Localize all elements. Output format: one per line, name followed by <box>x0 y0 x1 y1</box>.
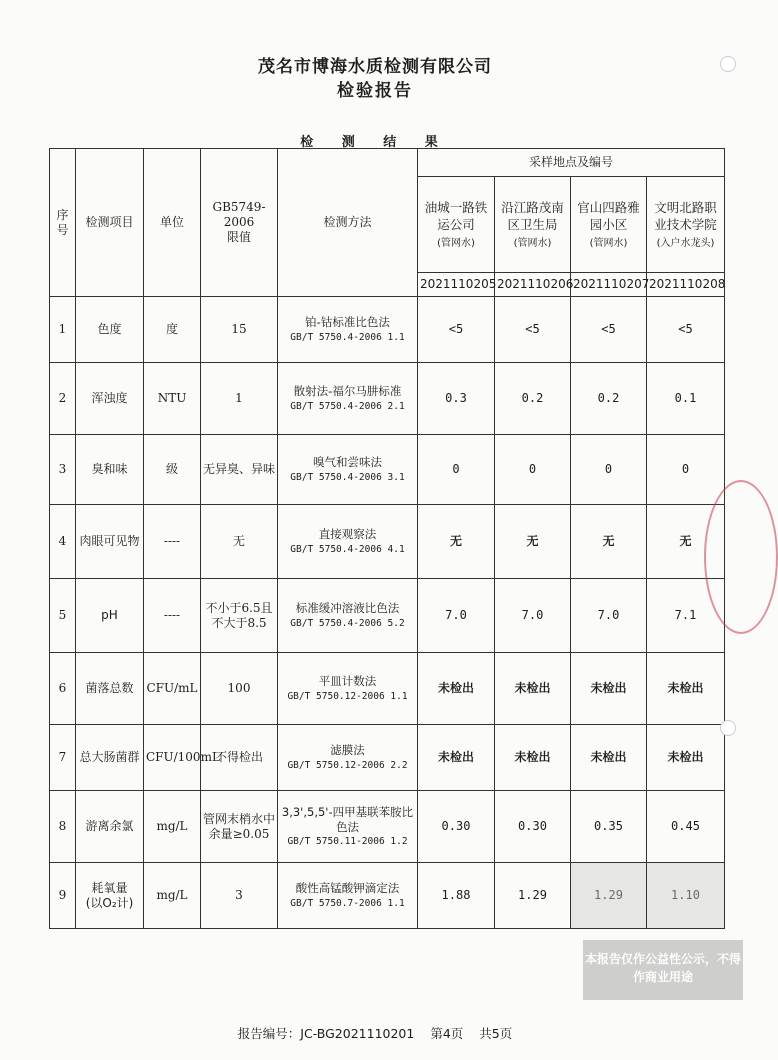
result-cell: 未检出 <box>647 725 725 791</box>
item-cell: 臭和味 <box>76 435 144 505</box>
location-name: 官山四路雅园小区 <box>577 199 640 233</box>
method-cell <box>278 791 418 863</box>
result-cell: 1.88 <box>418 863 495 929</box>
result-cell: 1.29 <box>495 863 571 929</box>
method-standard: GB/T 5750.4-2006 5.2 <box>290 617 405 629</box>
header-seq: 序 号 <box>50 149 76 297</box>
result-cell: <5 <box>647 297 725 363</box>
method-cell <box>278 435 418 505</box>
table-row <box>50 579 725 653</box>
limit-cell: 无 <box>201 505 278 579</box>
item-cell: 总大肠菌群 <box>76 725 144 791</box>
limit-cell: 无异臭、异味 <box>201 435 278 505</box>
result-cell: 未检出 <box>418 725 495 791</box>
result-cell: 未检出 <box>418 653 495 725</box>
table-row <box>50 363 725 435</box>
seq-cell: 2 <box>50 363 76 435</box>
method-standard: GB/T 5750.4-2006 3.1 <box>290 471 405 483</box>
method-name: 滤膜法 <box>330 743 365 758</box>
public-notice-watermark: 本报告仅作公益性公示，不得作商业用途 <box>583 940 743 1000</box>
binding-hole <box>720 720 736 736</box>
method-standard: GB/T 5750.4-2006 1.1 <box>290 331 405 343</box>
location-name: 沿江路茂南区卫生局 <box>501 199 564 233</box>
method-standard: GB/T 5750.7-2006 1.1 <box>290 897 405 909</box>
unit-cell: NTU <box>144 363 201 435</box>
limit-cell: 不得检出 <box>201 725 278 791</box>
method-name: 3,3',5,5'-四甲基联苯胺比色法 <box>281 805 414 834</box>
seq-cell: 4 <box>50 505 76 579</box>
location-name: 油城一路铁运公司 <box>424 199 488 233</box>
location-header <box>495 177 571 273</box>
method-name: 平皿计数法 <box>318 674 377 689</box>
result-cell: 0.45 <box>647 791 725 863</box>
limit-cell: 管网末梢水中余量≥0.05 <box>201 791 278 863</box>
page-number: 第4页 <box>430 1026 464 1041</box>
method-name: 嗅气和尝味法 <box>313 455 382 470</box>
method-cell <box>278 297 418 363</box>
location-header <box>647 177 725 273</box>
report-title: 检验报告 <box>337 81 413 101</box>
result-cell: 7.0 <box>571 579 647 653</box>
method-standard: GB/T 5750.12-2006 1.1 <box>287 690 408 702</box>
header-method: 检测方法 <box>278 149 418 297</box>
method-cell <box>278 725 418 791</box>
header-sampling: 采样地点及编号 <box>418 149 725 177</box>
location-water-type: (管网水) <box>589 237 628 249</box>
unit-cell: CFU/100mL <box>144 725 201 791</box>
limit-cell: 15 <box>201 297 278 363</box>
result-cell: 0.2 <box>495 363 571 435</box>
unit-cell: ---- <box>144 579 201 653</box>
item-cell: 耗氧量 (以O₂计) <box>76 863 144 929</box>
item-cell: 菌落总数 <box>76 653 144 725</box>
sample-code: 2021110208 <box>647 273 725 297</box>
result-cell: 0 <box>418 435 495 505</box>
result-cell: 未检出 <box>571 725 647 791</box>
limit-cell: 不小于6.5且不大于8.5 <box>201 579 278 653</box>
limit-cell: 1 <box>201 363 278 435</box>
result-cell: 1.29 <box>571 863 647 929</box>
method-cell <box>278 653 418 725</box>
method-cell <box>278 579 418 653</box>
seq-cell: 7 <box>50 725 76 791</box>
method-cell <box>278 863 418 929</box>
result-cell: 1.10 <box>647 863 725 929</box>
method-standard: GB/T 5750.4-2006 2.1 <box>290 400 405 412</box>
page-total: 共5页 <box>479 1026 513 1041</box>
result-cell: 未检出 <box>647 653 725 725</box>
method-name: 标准缓冲溶液比色法 <box>295 601 400 616</box>
result-cell: 0.30 <box>418 791 495 863</box>
seq-cell: 1 <box>50 297 76 363</box>
unit-cell: 级 <box>144 435 201 505</box>
unit-cell: ---- <box>144 505 201 579</box>
result-cell: 0.2 <box>571 363 647 435</box>
official-seal <box>704 480 778 634</box>
table-row <box>50 297 725 363</box>
location-water-type: (管网水) <box>437 237 475 249</box>
seq-cell: 3 <box>50 435 76 505</box>
table-row <box>50 505 725 579</box>
header-unit: 单位 <box>144 149 201 297</box>
item-cell: 游离余氯 <box>76 791 144 863</box>
unit-cell: 度 <box>144 297 201 363</box>
result-cell: 无 <box>647 505 725 579</box>
table-row <box>50 435 725 505</box>
result-cell: 0.1 <box>647 363 725 435</box>
result-cell: 无 <box>418 505 495 579</box>
method-name: 酸性高锰酸钾滴定法 <box>295 881 400 896</box>
item-cell: 浑浊度 <box>76 363 144 435</box>
location-name: 文明北路职业技术学院 <box>654 199 717 233</box>
seq-cell: 9 <box>50 863 76 929</box>
header-limit: GB5749-2006 限值 <box>201 149 278 297</box>
result-cell: 0.35 <box>571 791 647 863</box>
method-name: 散射法-福尔马肼标准 <box>293 384 402 399</box>
location-header <box>418 177 495 273</box>
seq-cell: 8 <box>50 791 76 863</box>
method-standard: GB/T 5750.4-2006 4.1 <box>290 543 405 555</box>
unit-cell: mg/L <box>144 863 201 929</box>
location-header <box>571 177 647 273</box>
report-number: 报告编号：JC-BG2021110201 <box>237 1026 415 1041</box>
results-table <box>49 148 725 929</box>
result-cell: 无 <box>571 505 647 579</box>
seq-cell: 6 <box>50 653 76 725</box>
result-cell: <5 <box>418 297 495 363</box>
result-cell: 0.30 <box>495 791 571 863</box>
item-cell: pH <box>76 579 144 653</box>
method-standard: GB/T 5750.12-2006 2.2 <box>287 759 408 771</box>
result-cell: 7.0 <box>495 579 571 653</box>
unit-cell: mg/L <box>144 791 201 863</box>
sample-code: 2021110206 <box>495 273 571 297</box>
result-cell: 0 <box>495 435 571 505</box>
sample-code: 2021110207 <box>571 273 647 297</box>
result-cell: 7.1 <box>647 579 725 653</box>
method-name: 直接观察法 <box>318 527 377 542</box>
method-cell <box>278 363 418 435</box>
table-row <box>50 863 725 929</box>
result-cell: 0.3 <box>418 363 495 435</box>
table-row <box>50 791 725 863</box>
limit-cell: 3 <box>201 863 278 929</box>
result-cell: 未检出 <box>495 653 571 725</box>
method-standard: GB/T 5750.11-2006 1.2 <box>287 835 408 847</box>
unit-cell: CFU/mL <box>144 653 201 725</box>
result-cell: <5 <box>571 297 647 363</box>
header-item: 检测项目 <box>76 149 144 297</box>
result-cell: 7.0 <box>418 579 495 653</box>
result-cell: 无 <box>495 505 571 579</box>
result-cell: <5 <box>495 297 571 363</box>
result-cell: 0 <box>571 435 647 505</box>
location-water-type: (入户水龙头) <box>656 237 715 249</box>
section-title: 检 测 结 果 <box>300 135 450 150</box>
method-name: 铂-钴标准比色法 <box>305 315 390 330</box>
page-footer <box>0 1024 750 1042</box>
item-cell: 肉眼可见物 <box>76 505 144 579</box>
limit-cell: 100 <box>201 653 278 725</box>
binding-hole <box>720 56 736 72</box>
method-cell <box>278 505 418 579</box>
result-cell: 未检出 <box>571 653 647 725</box>
table-row <box>50 725 725 791</box>
seq-cell: 5 <box>50 579 76 653</box>
table-row <box>50 653 725 725</box>
item-cell: 色度 <box>76 297 144 363</box>
company-name: 茂名市博海水质检测有限公司 <box>258 57 492 77</box>
result-cell: 未检出 <box>495 725 571 791</box>
result-cell: 0 <box>647 435 725 505</box>
sample-code: 2021110205 <box>418 273 495 297</box>
location-water-type: (管网水) <box>513 237 552 249</box>
